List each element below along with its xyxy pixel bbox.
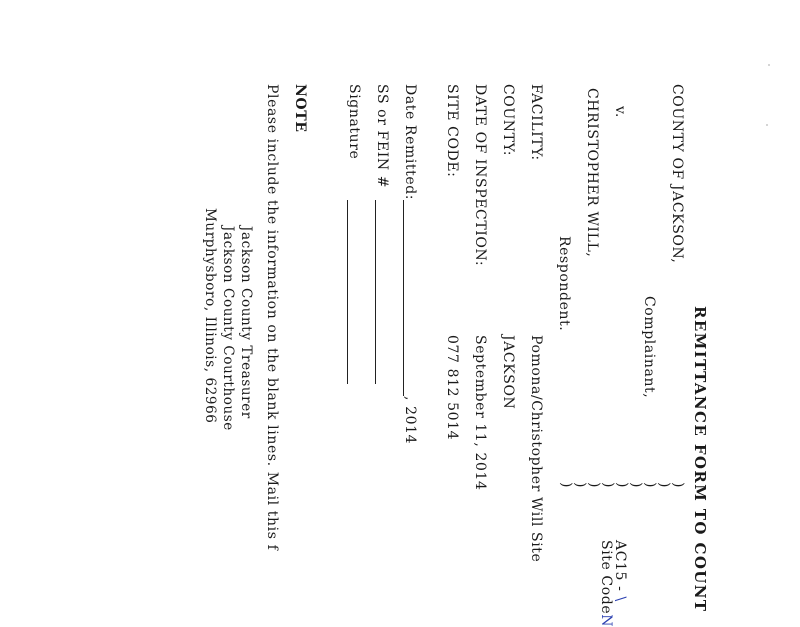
ss-fein-label: SS or FEIN # [374, 84, 390, 189]
caption-bracket: ) [572, 482, 588, 489]
complainant-name: COUNTY OF JACKSON, [669, 84, 685, 264]
note-text: Please include the information on the blank lines. Mail this f [264, 84, 280, 551]
address-line-3: Murphysboro, Illinois, 62966 [202, 208, 218, 424]
caption-bracket: ) [628, 482, 644, 489]
versus-text: v. [612, 106, 628, 118]
document-title: REMITTANCE FORM TO COUNT [691, 306, 709, 613]
site-code-field-value: 077 812 5014 [444, 335, 460, 441]
date-remitted-label: Date Remitted: [402, 84, 418, 201]
caption-bracket: ) [600, 482, 616, 489]
address-line-1: Jackson County Treasurer [238, 226, 254, 419]
site-code-label: Site CodeN [598, 540, 614, 627]
caption-bracket: ) [586, 482, 602, 489]
county-label: COUNTY: [500, 84, 516, 157]
ss-fein-line [375, 200, 376, 384]
county-value: JACKSON [500, 335, 516, 410]
caption-bracket: ) [614, 482, 630, 489]
respondent-role: Respondent. [556, 236, 572, 332]
address-line-2: Jackson County Courthouse [220, 226, 236, 431]
date-remitted-year: , 2014 [402, 396, 418, 445]
facility-label: FACILITY: [528, 84, 544, 161]
complainant-role: Complainant, [641, 296, 657, 399]
respondent-name: CHRISTOPHER WILL, [584, 88, 600, 258]
caption-bracket: ) [670, 482, 686, 489]
site-code-mark: N [598, 614, 614, 627]
inspection-date-label: DATE OF INSPECTION: [472, 84, 488, 267]
signature-line [347, 200, 348, 384]
caption-bracket: ) [558, 482, 574, 489]
note-heading: NOTE [292, 84, 308, 133]
caption-bracket: ) [642, 482, 658, 489]
site-code-field-label: SITE CODE: [444, 84, 460, 178]
facility-value: Pomona/Christopher Will Site [528, 335, 544, 563]
inspection-date-value: September 11, 2014 [472, 335, 488, 491]
date-remitted-line [403, 200, 404, 396]
case-number-label: AC15 - \ [612, 540, 628, 602]
case-number-mark: \ [612, 596, 628, 602]
caption-bracket: ) [656, 482, 672, 489]
signature-label: Signature [346, 84, 362, 160]
